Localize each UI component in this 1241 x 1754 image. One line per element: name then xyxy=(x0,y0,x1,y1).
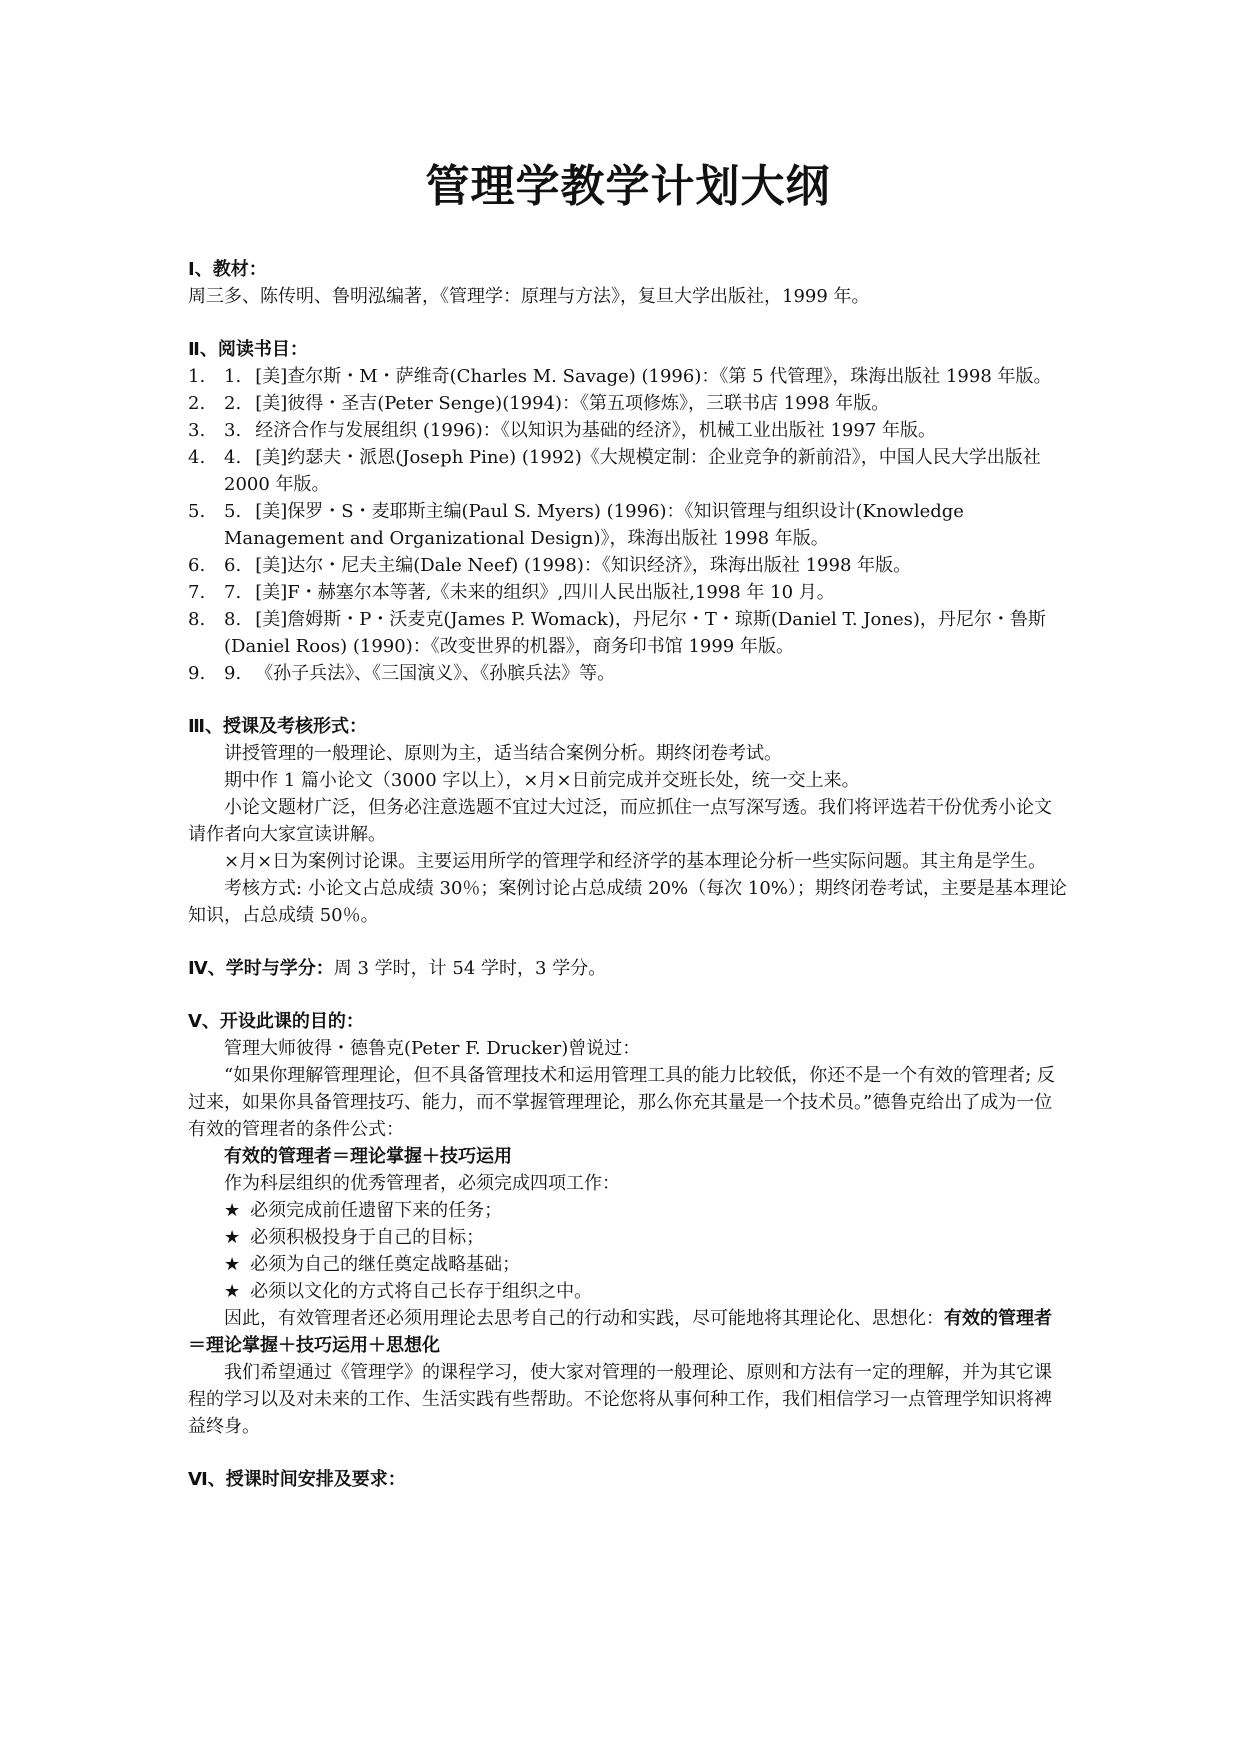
task-text: 必须完成前任遗留下来的任务； xyxy=(250,1200,503,1221)
reference-text: 经济合作与发展组织 (1996)：《以知识为基础的经济》，机械工业出版社 1997 年版。 xyxy=(255,420,937,441)
spacer xyxy=(188,929,1068,955)
drucker-quote: “如果你理解管理理论，但不具备管理技术和运用管理工具的能力比较低，你还不是一个有效的管理者; 反过来，如果你具备管理技巧、能力，而不掌握管理理论，那么你充其量是一个技术员。”德鲁克给出了成为一位有效的管理者的条件公式： xyxy=(188,1065,1055,1140)
list-number: 5. xyxy=(188,501,206,522)
reading-list-item xyxy=(188,606,1068,660)
spacer xyxy=(188,1440,1068,1466)
star-icon: ★ xyxy=(224,1281,241,1302)
list-number: 6. xyxy=(188,555,206,576)
hours-credits-text: 周 3 学时，计 54 学时，3 学分。 xyxy=(333,958,607,979)
paragraph: 考核方式: 小论文占总成绩 30％；案例讨论占总成绩 20%（每次 10%）；期终闭卷考试，主要是基本理论知识，占总成绩 50％。 xyxy=(188,878,1067,926)
section-heading-course-purpose: Ⅴ、开设此课的目的： xyxy=(188,1011,364,1032)
reference-text: [美]达尔・尼夫主编(Dale Neef) (1998)：《知识经济》，珠海出版社 1998 年版。 xyxy=(255,555,912,576)
list-number: 7. xyxy=(188,582,206,603)
task-text: 必须为自己的继任奠定战略基础； xyxy=(250,1254,521,1275)
inner-number: 9. xyxy=(224,663,242,684)
reference-text: [美]彼得・圣吉(Peter Senge)(1994)：《第五项修炼》，三联书店 1998 年版。 xyxy=(255,393,890,414)
inner-number: 5. xyxy=(224,501,242,522)
section-heading-schedule: Ⅵ、授课时间安排及要求： xyxy=(188,1469,406,1490)
reading-list-item xyxy=(188,363,1068,390)
reading-list-item xyxy=(188,552,1068,579)
spacer xyxy=(188,982,1068,1008)
list-number: 2. xyxy=(188,393,206,414)
list-number: 9. xyxy=(188,663,206,684)
reading-list xyxy=(188,363,1068,687)
section-heading-hours-credits xyxy=(188,955,1068,982)
page-title: 管理学教学计划大纲 xyxy=(425,161,831,212)
inner-number: 1. xyxy=(224,366,242,387)
inner-number: 3. xyxy=(224,420,242,441)
task-item xyxy=(188,1197,1068,1224)
task-item xyxy=(188,1251,1068,1278)
formula-effective-manager: 有效的管理者＝理论掌握＋技巧运用 xyxy=(224,1146,512,1167)
paragraph: 作为科层组织的优秀管理者，必须完成四项工作： xyxy=(224,1173,620,1194)
reading-list-item xyxy=(188,498,1068,552)
reading-list-item xyxy=(188,417,1068,444)
reading-list-item xyxy=(188,660,1068,687)
paragraph: ×月×日为案例讨论课。主要运用所学的管理学和经济学的基本理论分析一些实际问题。其主角是学生。 xyxy=(224,851,1047,872)
list-number: 4. xyxy=(188,447,206,468)
paragraph: 我们希望通过《管理学》的课程学习，使大家对管理的一般理论、原则和方法有一定的理解，并为其它课程的学习以及对未来的工作、生活实践有些帮助。不论您将从事何种工作，我们相信学习一点管理学知识将裨益终身。 xyxy=(188,1362,1052,1437)
inner-number: 6. xyxy=(224,555,242,576)
star-icon: ★ xyxy=(224,1227,241,1248)
reference-text: 《孙子兵法》、《三国演义》、《孙膑兵法》等。 xyxy=(255,663,616,684)
spacer xyxy=(188,687,1068,713)
paragraph: 讲授管理的一般理论、原则为主，适当结合案例分析。期终闭卷考试。 xyxy=(224,743,782,764)
task-item xyxy=(188,1224,1068,1251)
paragraph: 期中作 1 篇小论文（3000 字以上），×月×日前完成并交班长处，统一交上来。 xyxy=(224,770,860,791)
inner-number: 2. xyxy=(224,393,242,414)
inner-number: 8. xyxy=(224,609,242,630)
document-page xyxy=(188,150,1068,1493)
list-number: 8. xyxy=(188,609,206,630)
formula-effective-manager-extended: 有效的管理者＝理论掌握＋技巧运用＋思想化 xyxy=(188,1308,1052,1356)
section-heading-textbook: Ⅰ、教材： xyxy=(188,259,267,280)
reading-list-item xyxy=(188,579,1068,606)
reading-list-item xyxy=(188,444,1068,498)
star-icon: ★ xyxy=(224,1200,241,1221)
reading-list-item xyxy=(188,390,1068,417)
list-number: 3. xyxy=(188,420,206,441)
paragraph xyxy=(188,1305,1068,1359)
reference-text: [美]詹姆斯・P・沃麦克(James P. Womack)，丹尼尔・T・琼斯(Daniel T. Jones)，丹尼尔・鲁斯(Daniel Roos) (1990)：《改变世界的机器》，商务印书馆 1999 年版。 xyxy=(224,609,1046,657)
inner-number: 7. xyxy=(224,582,242,603)
spacer xyxy=(188,310,1068,336)
list-number: 1. xyxy=(188,366,206,387)
section-heading-reading-list: Ⅱ、阅读书目： xyxy=(188,339,308,360)
therefore-text: 因此，有效管理者还必须用理论去思考自己的行动和实践，尽可能地将其理论化、思想化： xyxy=(224,1308,944,1329)
reference-text: [美]F・赫塞尔本等著,《未来的组织》,四川人民出版社,1998 年 10 月。 xyxy=(255,582,835,603)
inner-number: 4. xyxy=(224,447,242,468)
textbook-text: 周三多、陈传明、鲁明泓编著，《管理学：原理与方法》，复旦大学出版社，1999 年。 xyxy=(188,286,870,307)
task-item xyxy=(188,1278,1068,1305)
task-text: 必须以文化的方式将自己长存于组织之中。 xyxy=(250,1281,593,1302)
paragraph: 小论文题材广泛，但务必注意选题不宜过大过泛，而应抓住一点写深写透。我们将评选若干份优秀小论文请作者向大家宣读讲解。 xyxy=(188,797,1052,845)
reference-text: [美]查尔斯・M・萨维奇(Charles M. Savage) (1996)：《第 5 代管理》，珠海出版社 1998 年版。 xyxy=(255,366,1052,387)
section-heading-label: Ⅳ、学时与学分： xyxy=(188,958,334,979)
reference-text: [美]保罗・S・麦耶斯主编(Paul S. Myers) (1996)：《知识管理与组织设计(Knowledge Management and Organizational Design)》，珠海出版社 1998 年版。 xyxy=(224,501,964,549)
reference-text: [美]约瑟夫・派恩(Joseph Pine) (1992)《大规模定制：企业竞争的新前沿》，中国人民大学出版社 2000 年版。 xyxy=(224,447,1041,495)
star-icon: ★ xyxy=(224,1254,241,1275)
paragraph: 管理大师彼得・德鲁克(Peter F. Drucker)曾说过： xyxy=(224,1038,641,1059)
section-heading-teaching-assessment: Ⅲ、授课及考核形式： xyxy=(188,716,368,737)
task-text: 必须积极投身于自己的目标； xyxy=(250,1227,485,1248)
